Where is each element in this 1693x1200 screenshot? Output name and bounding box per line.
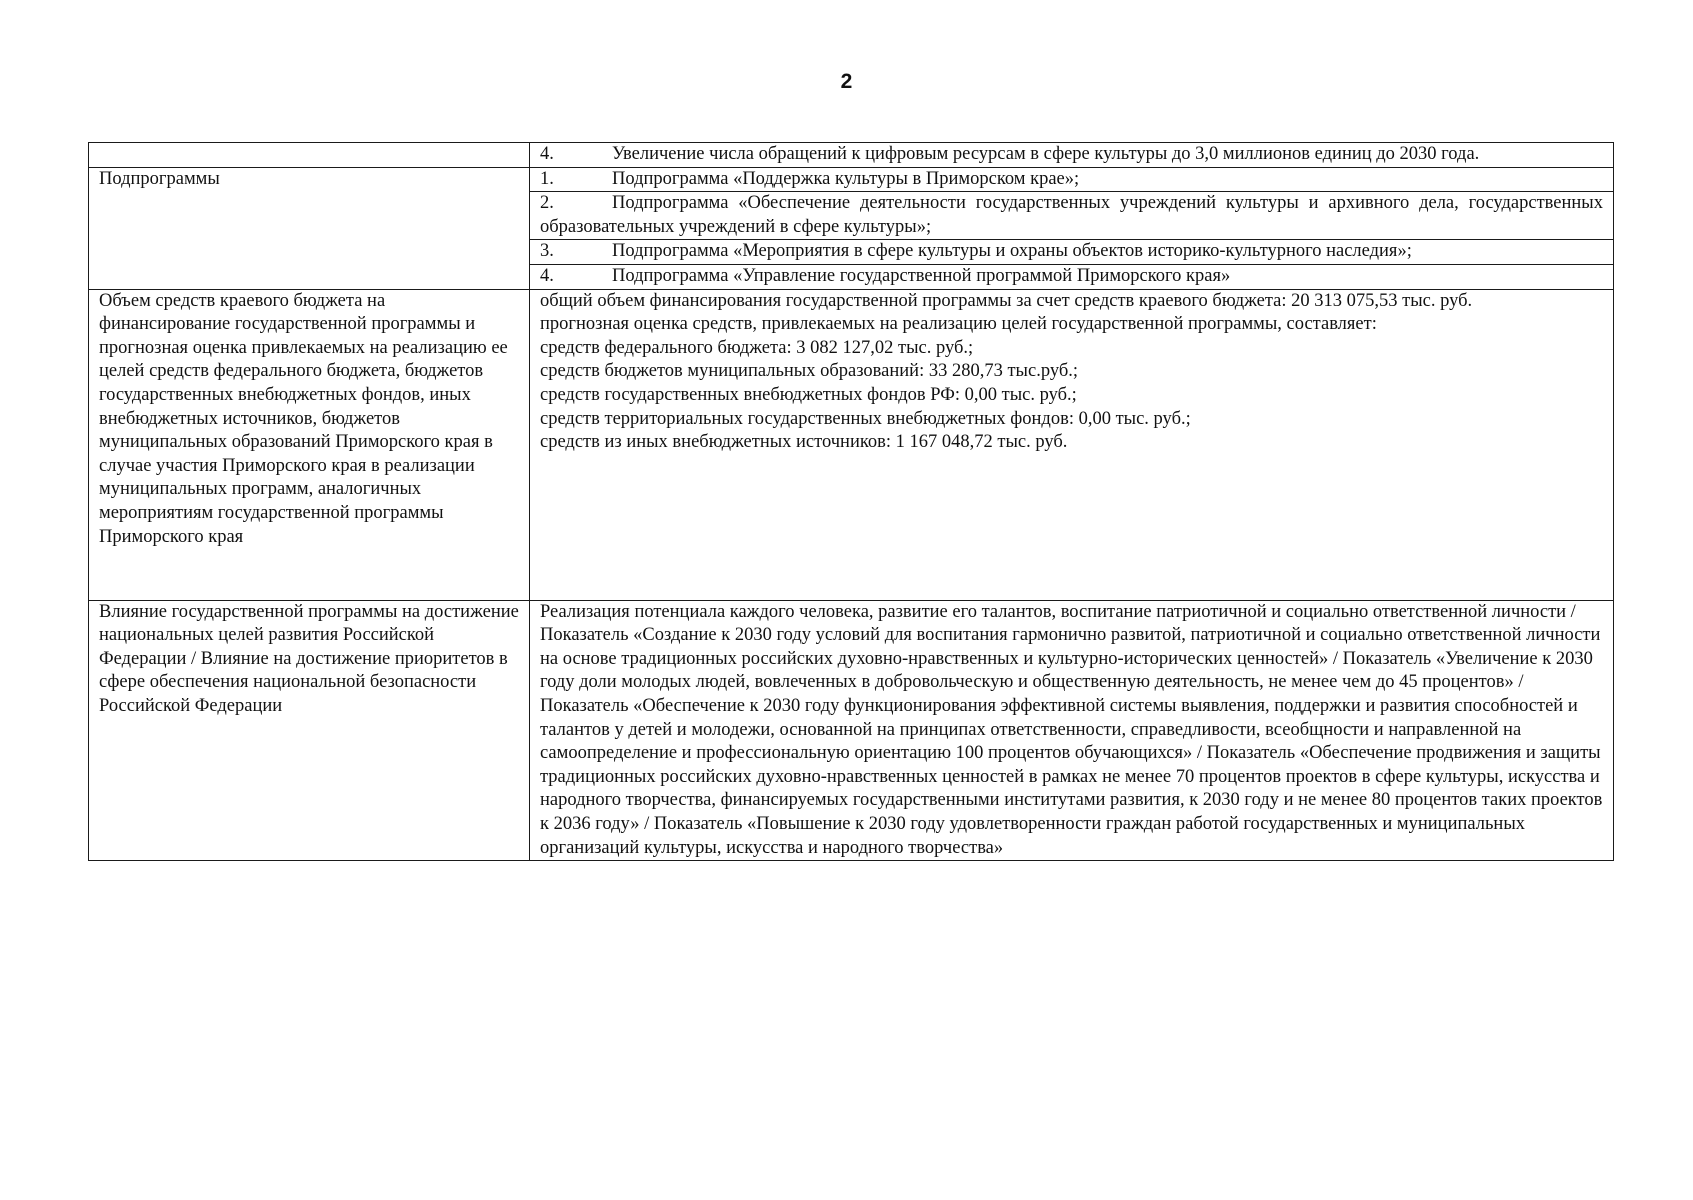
subprogram-number: 3. — [540, 241, 554, 262]
table-row-subprograms — [89, 167, 1614, 289]
national-goals-label: Влияние государственной программы на достижение национальных целей развития Российской Федерации / Влияние на достижение приоритетов в сфере обеспечения национальной безопасности Российской Федерации — [89, 600, 530, 861]
funding-line-forecast: прогнозная оценка средств, привлекаемых на реализацию целей государственной программы, составляет: — [540, 314, 1377, 335]
page-number: 2 — [840, 70, 853, 93]
subprogram-item — [530, 192, 1613, 240]
empty-label-cell — [89, 143, 530, 168]
subprograms-label: Подпрограммы — [89, 167, 530, 289]
goal-item-number: 4. — [540, 144, 554, 164]
national-goals-text: Реализация потенциала каждого человека, развитие его талантов, воспитание патриотичной и социально ответственной личности / Показатель «Создание к 2030 году условий для воспитания гармонично развитой, патриотичной и социально ответственной личности на основе традиционных российских духовно-нравственных и культурно-исторических ценностей» / Показатель «Увеличение к 2030 году доли молодых людей, вовлеченных в добровольческую и общественную деятельность, не менее чем до 45 процентов» / Показатель «Обеспечение к 2030 году функционирования эффективной системы выявления, поддержки и развития способностей и талантов у детей и молодежи, основанной на принципах ответственности, справедливости, всеобщности и направленной на самоопределение и профессиональную ориентацию 100 процентов обучающихся» / Показатель «Обеспечение продвижения и защиты традиционных российских духовно-нравственных ценностей в рамках не менее 70 процентов проектов в сфере культуры, искусства и народного творчества, финансируемых государственными институтами развития, к 2030 году и не менее 80 процентов таких проектов к 2036 году» / Показатель «Повышение к 2030 году удовлетворенности граждан работой государственных и муниципальных организаций культуры, искусства и народного творчества» — [530, 600, 1614, 861]
funding-line-territorial-funds: средств территориальных государственных внебюджетных фондов: 0,00 тыс. руб.; — [540, 408, 1191, 429]
subprogram-number: 1. — [540, 168, 554, 189]
subprograms-list — [530, 167, 1614, 289]
subprogram-number: 4. — [540, 265, 554, 286]
funding-details — [530, 289, 1614, 600]
funding-line-municipal: средств бюджетов муниципальных образований: 33 280,73 тыс.руб.; — [540, 361, 1079, 382]
subprogram-item — [530, 265, 1613, 289]
subprogram-number: 2. — [540, 193, 554, 214]
subprogram-text: Подпрограмма «Управление государственной программой Приморского края» — [612, 265, 1231, 286]
table-row-goals-continued — [89, 143, 1614, 168]
subprogram-text: Подпрограмма «Обеспечение деятельности государственных учреждений культуры и архивного дела, государственных образовательных учреждений в сфере культуры»; — [540, 193, 1603, 237]
funding-line-other-sources: средств из иных внебюджетных источников: 1 167 048,72 тыс. руб. — [540, 432, 1068, 453]
goal-item-text: Увеличение числа обращений к цифровым ресурсам в сфере культуры до 3,0 миллионов единиц до 2030 года. — [612, 144, 1480, 164]
subprogram-item — [530, 168, 1613, 193]
goal-item-4 — [530, 143, 1613, 167]
funding-label: Объем средств краевого бюджета на финансирование государственной программы и прогнозная оценка привлекаемых на реализацию ее целей средств федерального бюджета, бюджетов государственных внебюджетных фондов, иных внебюджетных источников, бюджетов муниципальных образований Приморского края в случае участия Приморского края в реализации муниципальных программ, аналогичных мероприятиям государственной программы Приморского края — [89, 289, 530, 600]
funding-line-federal: средств федерального бюджета: 3 082 127,02 тыс. руб.; — [540, 337, 974, 358]
subprogram-text: Подпрограмма «Поддержка культуры в Приморском крае»; — [612, 168, 1080, 189]
table-row-funding — [89, 289, 1614, 600]
funding-line-state-funds: средств государственных внебюджетных фондов РФ: 0,00 тыс. руб.; — [540, 384, 1077, 405]
program-passport-table — [88, 142, 1614, 861]
funding-line-total: общий объем финансирования государственной программы за счет средств краевого бюджета: 20 313 075,53 тыс. руб. — [540, 290, 1473, 311]
goals-continued-cell — [530, 143, 1614, 168]
table-row-national-goals — [89, 600, 1614, 861]
subprogram-text: Подпрограмма «Мероприятия в сфере культуры и охраны объектов историко-культурного наследия»; — [612, 241, 1412, 262]
subprogram-item — [530, 240, 1613, 265]
